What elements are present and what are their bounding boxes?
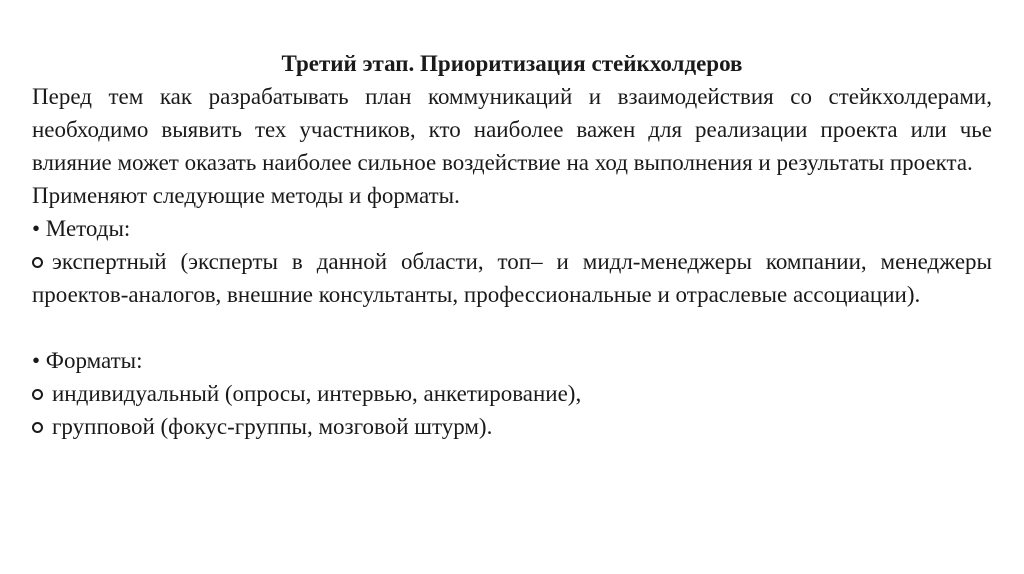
formats-item-individual (32, 377, 992, 410)
formats-heading: • Форматы: (32, 348, 143, 373)
methods-heading: • Методы: (32, 216, 131, 241)
slide-title: Третий этап. Приоритизация стейкхолдеров (281, 51, 743, 76)
spacer (32, 311, 992, 344)
methods-item-text: экспертный (эксперты в данной области, топ– и мидл-менеджеры компании, менеджеры проектов-аналогов, внешние консультанты, профессиональные и отраслевые ассоциации). (32, 249, 992, 307)
circle-bullet-icon (32, 422, 43, 433)
intro-paragraph: Перед тем как разрабатывать план коммуникаций и взаимодействия со стейкхолдерами, необходимо выявить тех участников, кто наиболее важен для реализации проекта или чье влияние может оказать наиболее сильное воздействие на ход выполнения и результаты проекта. (32, 84, 992, 175)
slide-content (32, 47, 992, 443)
formats-item-text: групповой (фокус-группы, мозговой штурм). (52, 414, 493, 439)
circle-bullet-icon (32, 257, 43, 268)
circle-bullet-icon (32, 389, 43, 400)
formats-item-text: индивидуальный (опросы, интервью, анкетирование), (52, 381, 582, 406)
applied-methods-text: Применяют следующие методы и форматы. (32, 183, 460, 208)
formats-item-group (32, 410, 992, 443)
methods-item-expert (32, 245, 992, 311)
